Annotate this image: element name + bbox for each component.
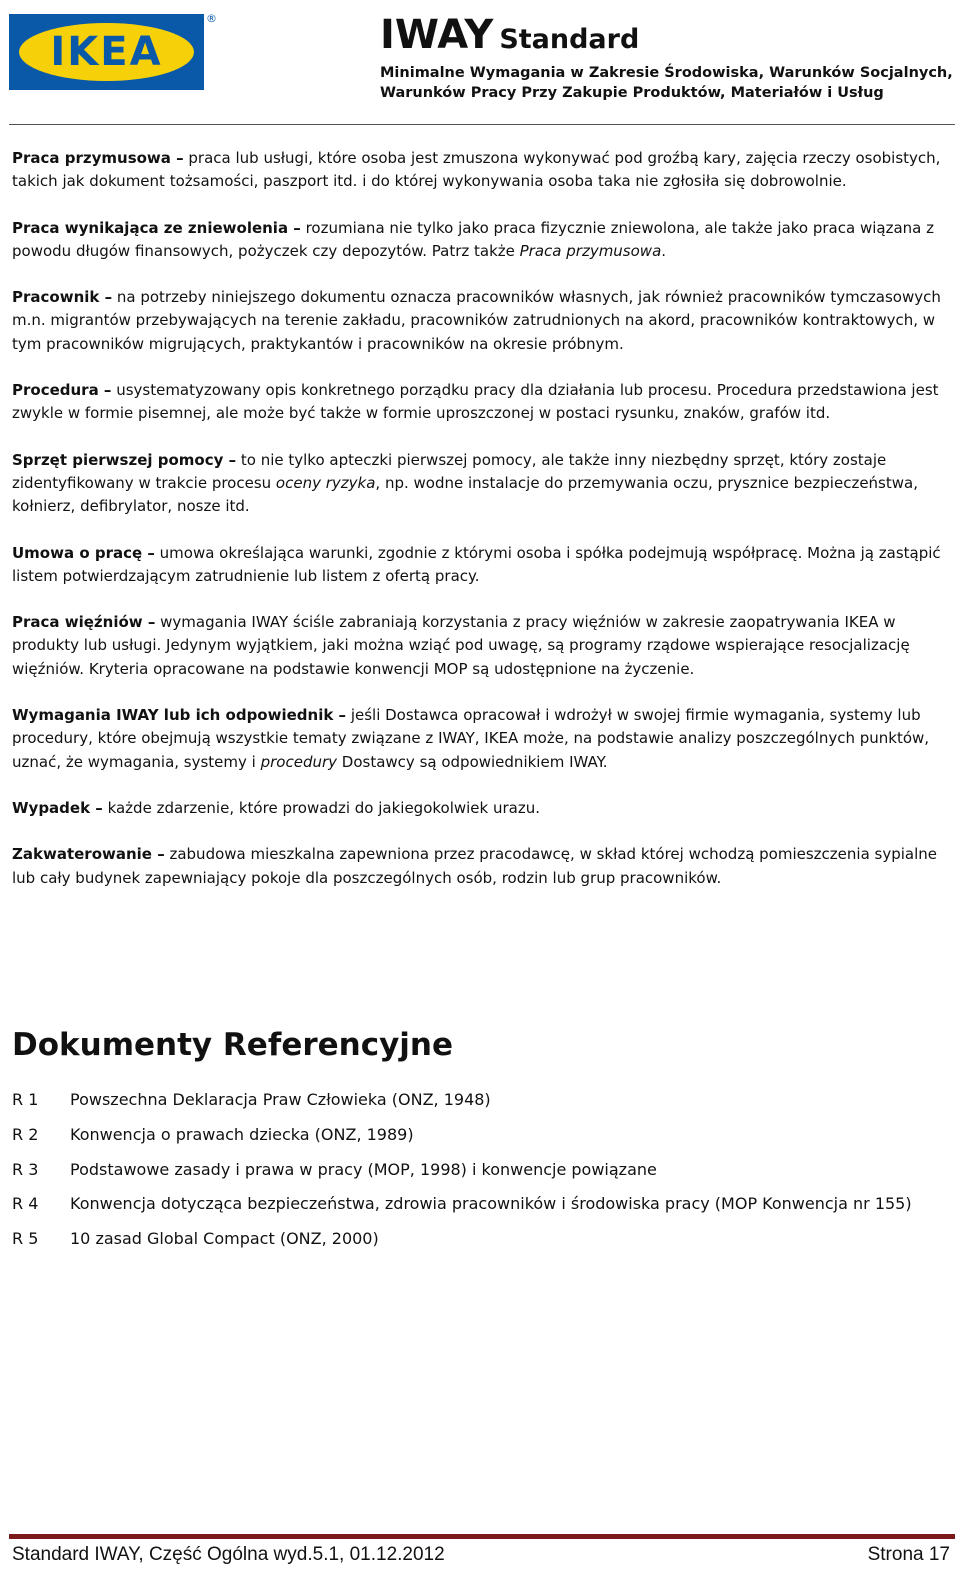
- definition-term: Praca wynikająca ze zniewolenia –: [12, 218, 301, 237]
- definition-term: Praca więźniów –: [12, 613, 156, 632]
- reference-item: [12, 1229, 950, 1264]
- definition-text: jeśli Dostawca opracował i wdrożył w swojej firmie wymagania, systemy lub procedury, które obejmują wszystkie tematy związane z IWAY, IKEA może, na podstawie analizy poszczególnych punktów, uznać, że wymagania, systemy i: [12, 706, 930, 771]
- reference-title: 10 zasad Global Compact (ONZ, 2000): [70, 1229, 379, 1249]
- definition-item: [12, 449, 950, 519]
- definition-term: Wypadek –: [12, 798, 103, 817]
- definition-item: [12, 542, 950, 589]
- definition-item: [12, 797, 950, 820]
- reference-id: R 2: [12, 1124, 39, 1144]
- definition-emphasis: oceny ryzyka: [275, 473, 376, 492]
- reference-title: Podstawowe zasady i prawa w pracy (MOP, 1998) i konwencje powiązane: [70, 1159, 657, 1179]
- definition-term: Zakwaterowanie –: [12, 845, 165, 864]
- definition-term: Sprzęt pierwszej pomocy –: [12, 450, 237, 469]
- reference-item: [12, 1125, 950, 1160]
- definition-text-end: .: [661, 241, 667, 260]
- definition-term: Umowa o pracę –: [12, 543, 155, 562]
- references-list: [12, 1090, 950, 1264]
- definition-item: [12, 704, 950, 774]
- definition-text: usystematyzowany opis konkretnego porządku pracy dla działania lub procesu. Procedura przedstawiona jest zwykle w formie pisemnej, ale może być także w formie uproszczonej w postaci rysunku, znaków, grafów itd.: [12, 381, 939, 423]
- definition-text-end: Dostawcy są odpowiednikiem IWAY.: [337, 752, 608, 771]
- reference-title: Konwencja o prawach dziecka (ONZ, 1989): [70, 1124, 414, 1144]
- registered-mark: ®: [206, 12, 217, 25]
- definition-text: praca lub usługi, które osoba jest zmuszona wykonywać pod groźbą kary, zajęcia rzeczy osobistych, takich jak dokument tożsamości, paszport itd. i do której wykonywania osoba taka nie zgłosiła się dobrowolnie.: [12, 149, 941, 191]
- definitions-list: [12, 147, 950, 913]
- reference-title: Konwencja dotycząca bezpieczeństwa, zdrowia pracowników i środowiska pracy (MOP Konwencja nr 155): [70, 1194, 912, 1214]
- header-divider: [9, 124, 955, 125]
- definition-text: każde zdarzenie, które prowadzi do jakiegokolwiek urazu.: [102, 798, 541, 817]
- subtitle-line-1: Minimalne Wymagania w Zakresie Środowiska, Warunków Socjalnych,: [380, 65, 953, 81]
- definition-item: [12, 843, 950, 890]
- reference-id: R 5: [12, 1229, 39, 1249]
- definition-emphasis: procedury: [260, 752, 338, 771]
- subtitle-line-2: Warunków Pracy Przy Zakupie Produktów, Materiałów i Usług: [380, 85, 884, 101]
- definition-term: Pracownik –: [12, 288, 113, 307]
- title-suffix: Standard: [499, 24, 640, 55]
- definition-text-end: , np. wodne instalacje do przemywania oczu, prysznice bezpieczeństwa, kołnierz, defibrylator, nosze itd.: [12, 473, 918, 516]
- definition-text: rozumiana nie tylko jako praca fizycznie zniewolona, ale także jako praca wiązana z powodu długów finansowych, pożyczek czy depozytów. Patrz także: [12, 218, 934, 260]
- document-title: [380, 12, 639, 58]
- definition-text: na potrzeby niniejszego dokumentu oznacza pracowników własnych, jak również pracowników tymczasowych m.n. migrantów przebywających na terenie zakładu, pracowników zatrudnionych na akord, pracowników kontraktowych, w tym pracowników migrujących, praktykantów i pracowników na okresie próbnym.: [12, 288, 941, 353]
- references-heading: Dokumenty Referencyjne: [12, 1027, 454, 1063]
- definition-item: [12, 147, 950, 194]
- title-main: IWAY: [380, 12, 494, 58]
- logo-text: IKEA: [50, 29, 163, 75]
- definition-emphasis: Praca przymusowa: [519, 241, 662, 260]
- definition-item: [12, 286, 950, 356]
- definition-text: umowa określająca warunki, zgodnie z którymi osoba i spółka podejmują współpracę. Można ją zastąpić listem potwierdzającym zatrudnienie lub listem z ofertą pracy.: [12, 543, 941, 585]
- ikea-logo: [9, 14, 204, 90]
- definition-item: [12, 611, 950, 681]
- footer-document-info: Standard IWAY, Część Ogólna wyd.5.1, 01.12.2012: [12, 1544, 445, 1565]
- reference-item: [12, 1194, 950, 1229]
- definition-term: Procedura –: [12, 381, 112, 400]
- reference-item: [12, 1090, 950, 1125]
- reference-id: R 3: [12, 1159, 39, 1179]
- reference-id: R 1: [12, 1090, 39, 1109]
- definition-item: [12, 379, 950, 426]
- definition-text: zabudowa mieszkalna zapewniona przez pracodawcę, w skład której wchodzą pomieszczenia sypialne lub cały budynek zapewniający pokoje dla poszczególnych osób, rodzin lub grup pracowników.: [12, 845, 938, 887]
- footer-divider: [9, 1534, 955, 1539]
- definition-text: to nie tylko apteczki pierwszej pomocy, ale także inny niezbędny sprzęt, który zostaje zidentyfikowany w trakcie procesu: [12, 450, 887, 492]
- definition-term: Praca przymusowa –: [12, 149, 184, 167]
- definition-text: wymagania IWAY ściśle zabraniają korzystania z pracy więźniów w zakresie zaopatrywania IKEA w produkty lub usługi. Jedynym wyjątkiem, jaki można wziąć pod uwagę, są programy rządowe wspierające resocjalizację więźniów. Kryteria opracowane na podstawie konwencji MOP są udostępnione na życzenie.: [12, 613, 910, 678]
- definition-item: [12, 217, 950, 264]
- definition-term: Wymagania IWAY lub ich odpowiednik –: [12, 706, 347, 725]
- document-subtitle: [380, 63, 953, 103]
- reference-item: [12, 1160, 950, 1195]
- reference-title: Powszechna Deklaracja Praw Człowieka (ONZ, 1948): [70, 1090, 491, 1109]
- footer-page-number: Strona 17: [867, 1544, 950, 1565]
- reference-id: R 4: [12, 1194, 39, 1214]
